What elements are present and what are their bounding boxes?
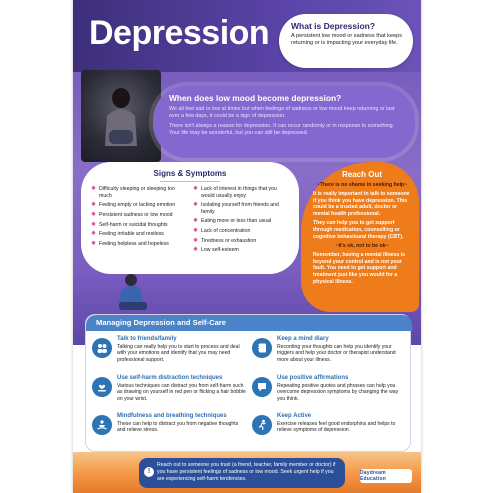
sign-item: ✸ Feeling empty or lacking emotion xyxy=(91,202,176,209)
tip-body: Talking can really help you to start to process and deal with your emotions and identify that you may need professional support. xyxy=(117,344,240,363)
low-mood-paragraph-2: There isn't always a reason for depression. It can occur randomly or in response to something. Your life may be wonderful, but you can still be depressed. xyxy=(169,123,395,137)
meditation-icon xyxy=(92,415,112,435)
tip-talk xyxy=(92,336,247,374)
sign-item: ✸ Difficulty sleeping or sleeping too much xyxy=(91,186,175,199)
diary-icon xyxy=(252,338,272,358)
bullet-icon: ✸ xyxy=(193,247,199,254)
alert-icon: ! xyxy=(144,467,154,477)
bullet-icon: ✸ xyxy=(193,218,199,225)
bullet-icon: ✸ xyxy=(91,221,97,228)
speech-bubble-icon xyxy=(252,377,272,397)
brand-logo xyxy=(360,469,412,483)
running-icon xyxy=(252,415,272,435)
signs-right-column xyxy=(193,186,289,257)
bullet-icon: ✸ xyxy=(193,228,199,235)
what-is-heading: What is Depression? xyxy=(291,21,376,31)
signs-left-column xyxy=(91,186,187,257)
tip-mindfulness xyxy=(92,413,247,451)
bullet-icon: ✸ xyxy=(91,186,97,192)
sign-item: ✸ Lack of interest in things that you would usually enjoy xyxy=(193,186,277,199)
tip-body: Repeating positive quotes and phrases can help you overcome depression symptoms by changing the way you think. xyxy=(277,383,399,402)
hand-heart-icon xyxy=(92,377,112,397)
low-mood-paragraph-1: We all feel sad or low at times but when feelings of sadness or low mood keep returning or last over a few days, it could be a sign of depression. xyxy=(169,106,395,120)
what-is-cloud xyxy=(279,14,413,68)
reach-out-quote-1: ~There is no shame in seeking help~ xyxy=(316,182,408,188)
bullet-icon: ✸ xyxy=(91,240,97,247)
tip-title: Use positive affirmations xyxy=(277,375,349,381)
managing-section xyxy=(85,314,411,452)
header-banner xyxy=(73,0,421,72)
sign-item: ✸ Tiredness or exhaustion xyxy=(193,237,257,244)
reach-out-paragraph-3: Remember, having a mental illness is beyond your control and is not your fault. You need to get support and treatment just like you would for a physical illness. xyxy=(313,252,405,285)
reach-out-paragraph-1: It is really important to talk to someone if you think you have depression. This could be a trusted adult, doctor or mental health professional. xyxy=(313,191,410,217)
tip-affirmations xyxy=(252,375,407,413)
signs-symptoms-cloud xyxy=(81,162,299,274)
bullet-icon: ✸ xyxy=(91,231,97,238)
page-title: Depression xyxy=(89,14,270,52)
sign-item: ✸ Self-harm or suicidal thoughts xyxy=(91,221,168,228)
people-talk-icon xyxy=(92,338,112,358)
sign-item: ✸ Lack of concentration xyxy=(193,228,251,235)
tip-body: Various techniques can distract you from self-harm such as drawing on yourself in red pen or flicking a hair bobble on your wrist. xyxy=(117,383,246,402)
tip-active xyxy=(252,413,407,451)
bullet-icon: ✸ xyxy=(193,237,199,244)
low-mood-heading: When does low mood become depression? xyxy=(169,93,342,103)
tip-body: These can help to distract you from negative thoughts and relieve stress. xyxy=(117,421,239,434)
reach-out-paragraph-2: They can help you to get support through medication, counselling or cognitive behavioural therapy (CBT). xyxy=(313,220,404,240)
sign-item: ✸ Isolating yourself from friends and family xyxy=(193,202,279,215)
reach-out-heading: Reach Out xyxy=(341,170,382,179)
managing-heading: Managing Depression and Self-Care xyxy=(96,318,226,327)
sitting-person-icon xyxy=(113,272,153,314)
tip-title: Talk to friends/family xyxy=(117,336,177,342)
tip-title: Mindfulness and breathing techniques xyxy=(117,413,227,419)
footer-band xyxy=(73,452,421,493)
bullet-icon: ✸ xyxy=(193,202,199,209)
sign-item: ✸ Low self-esteem xyxy=(193,247,239,254)
sad-person-photo xyxy=(81,70,161,162)
low-mood-cloud xyxy=(153,86,415,158)
footer-callout xyxy=(139,458,345,488)
sign-item: ✸ Eating more or less than usual xyxy=(193,218,272,225)
bullet-icon: ✸ xyxy=(193,186,199,192)
brand-name: Daydream Education xyxy=(360,470,386,482)
tip-body: Exercise releases feel good endorphins and helps to relieve symptoms of depression. xyxy=(277,421,396,434)
tip-diary xyxy=(252,336,407,374)
reach-out-head xyxy=(301,162,419,312)
tip-title: Keep Active xyxy=(277,413,312,419)
signs-heading: Signs & Symptoms xyxy=(153,169,227,178)
what-is-body: A persistent low mood or sadness that keeps returning or is impacting your everyday life. xyxy=(291,33,403,47)
tip-body: Recording your thoughts can help you identify your triggers and help your doctor or therapist understand more about your illness. xyxy=(277,344,396,363)
sign-item: ✸ Persistent sadness or low mood xyxy=(91,211,173,218)
tip-title: Keep a mind diary xyxy=(277,336,329,342)
sign-item: ✸ Feeling irritable and restless xyxy=(91,231,164,238)
tip-title: Use self-harm distraction techniques xyxy=(117,375,223,381)
sign-item: ✸ Feeling helpless and hopeless xyxy=(91,240,169,247)
poster xyxy=(73,0,421,493)
sad-person-icon xyxy=(101,84,141,154)
tip-distraction xyxy=(92,375,247,413)
signs-divider xyxy=(160,181,220,182)
bullet-icon: ✸ xyxy=(91,202,97,209)
footer-text: Reach out to someone you trust (a friend, teacher, family member or doctor) if you have persistent feelings of sadness or low mood. Seek urgent help if you are experiencing self-harm tendencies. xyxy=(157,462,336,482)
bullet-icon: ✸ xyxy=(91,211,97,218)
reach-out-quote-2: ~It's ok, not to be ok~ xyxy=(335,243,389,250)
managing-header xyxy=(86,315,412,331)
